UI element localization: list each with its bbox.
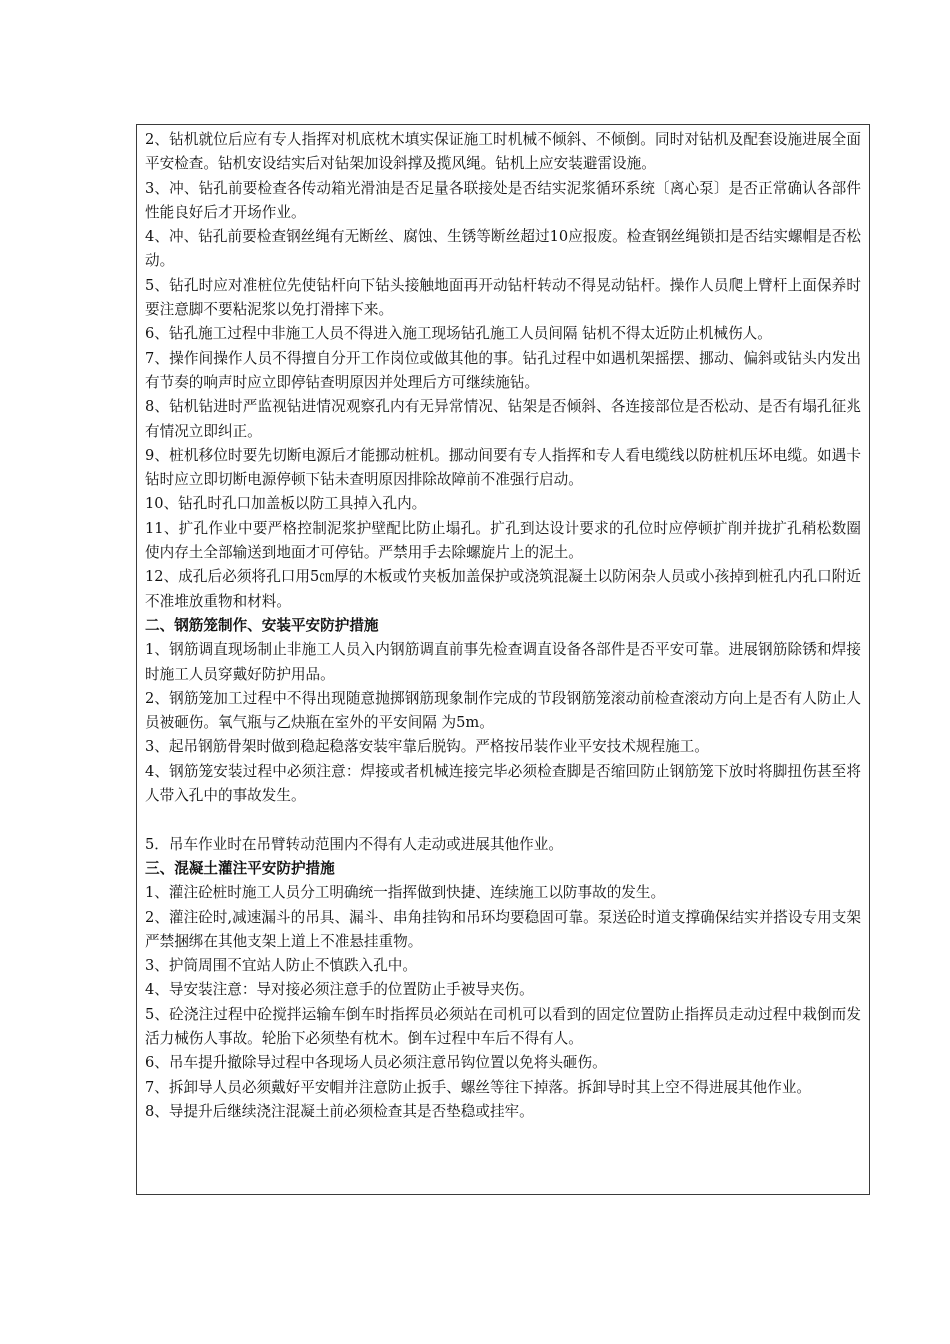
section1-item-7: 7、操作间操作人员不得擅自分开工作岗位或做其他的事。钻孔过程中如遇机架摇摆、挪动、偏斜或钻头内发出有节奏的响声时应立即停钻查明原因并处理后方可继续施钻。: [145, 349, 861, 391]
section3-item-8: 8、导提升后继续浇注混凝土前必须检查其是否垫稳或挂牢。: [145, 1102, 534, 1120]
document-table-cell: [136, 124, 870, 1195]
section3-item-1: 1、灌注砼桩时施工人员分工明确统一指挥做到快捷、连续施工以防事故的发生。: [145, 884, 666, 902]
section1-item-4: 4、冲、钻孔前要检查钢丝绳有无断丝、腐蚀、生锈等断丝超过10应报废。检查钢丝绳锁扣是否结实螺帽是否松动。: [145, 228, 861, 270]
section1-item-10: 10、钻孔时孔口加盖板以防工具掉入孔内。: [145, 495, 427, 513]
section1-item-11: 11、扩孔作业中要严格控制泥浆护壁配比防止塌孔。扩孔到达设计要求的孔位时应停顿扩削并拢扩孔稍松数圈使内存土全部输送到地面才可停钻。严禁用手去除螺旋片上的泥土。: [145, 519, 861, 562]
section3-heading: 三、混凝土灌注平安防护措施: [145, 859, 335, 877]
section3-item-6: 6、吊车提升撤除导过程中各现场人员必须注意吊钩位置以免将头砸伤。: [145, 1054, 607, 1072]
section1-item-2: 2、钻机就位后应有专人指挥对机底枕木填实保证施工时机械不倾斜、不倾倒。同时对钻机及配套设施进展全面平安检查。钻机安设结实后对钻架加设斜撑及揽风绳。钻机上应安装避雷设施。: [145, 131, 861, 173]
section3-item-7: 7、拆卸导人员必须戴好平安帽并注意防止扳手、螺丝等往下掉落。拆卸导时其上空不得进展其他作业。: [145, 1078, 812, 1096]
section1-item-8: 8、钻机钻进时严监视钻进情况观察孔内有无异常情况、钻架是否倾斜、各连接部位是否松动、是否有塌孔征兆有情况立即纠正。: [145, 398, 861, 440]
section1-item-3: 3、冲、钻孔前要检查各传动箱光滑油是否足量各联接处是否结实泥浆循环系统〔离心泵〕是否正常确认各部件性能良好后才开场作业。: [145, 179, 861, 221]
section1-item-12: 12、成孔后必须将孔口用5㎝厚的木板或竹夹板加盖保护或浇筑混凝土以防闲杂人员或小孩掉到桩孔内孔口附近不准堆放重物和材料。: [145, 568, 861, 610]
section3-item-5: 5、砼浇注过程中砼搅拌运输车倒车时指挥员必须站在司机可以看到的固定位置防止指挥员走动过程中栽倒而发活力械伤人事故。轮胎下必须垫有枕木。倒车过程中车后不得有人。: [145, 1005, 861, 1047]
section2-item-5: 5．吊车作业时在吊臂转动范围内不得有人走动或进展其他作业。: [145, 835, 563, 853]
section1-item-6: 6、钻孔施工过程中非施工人员不得进入施工现场钻孔施工人员间隔 钻机不得太近防止机械伤人。: [145, 325, 772, 343]
section3-item-4: 4、导安装注意：导对接必须注意手的位置防止手被导夹伤。: [145, 981, 534, 999]
section3-item-2: 2、灌注砼时,减速漏斗的吊具、漏斗、串角挂钩和吊环均要稳固可靠。泵送砼时道支撑确保结实并搭设专用支架严禁捆绑在其他支架上道上不准悬挂重物。: [145, 908, 861, 950]
section2-item-4: 4、钢筋笼安装过程中必须注意：焊接或者机械连接完毕必须检查脚是否缩回防止钢筋笼下放时将脚扭伤甚至将人带入孔中的事故发生。: [145, 762, 861, 805]
section1-item-9: 9、桩机移位时要先切断电源后才能挪动桩机。挪动间要有专人指挥和专人看电缆线以防桩机压坏电缆。如遇卡钻时应立即切断电源停顿下钻未查明原因排除故障前不准强行启动。: [145, 446, 861, 489]
section2-heading: 二、钢筋笼制作、安装平安防护措施: [145, 616, 379, 634]
section2-item-3: 3、起吊钢筋骨架时做到稳起稳落安装牢靠后脱钩。严格按吊装作业平安技术规程施工。: [145, 738, 709, 756]
section2-item-2: 2、钢筋笼加工过程中不得出现随意抛掷钢筋现象制作完成的节段钢筋笼滚动前检查滚动方向上是否有人防止人员被砸伤。氧气瓶与乙炔瓶在室外的平安间隔 为5m。: [145, 689, 861, 732]
blank-line: [145, 808, 861, 832]
section1-item-5: 5、钻孔时应对准桩位先使钻杆向下钻头接触地面再开动钻杆转动不得晃动钻杆。操作人员爬上臂杆上面保养时要注意脚不要粘泥浆以免打滑摔下来。: [145, 276, 861, 319]
section2-item-1: 1、钢筋调直现场制止非施工人员入内钢筋调直前事先检查调直设备各部件是否平安可靠。进展钢筋除锈和焊接时施工人员穿戴好防护用品。: [145, 641, 861, 683]
section3-item-3: 3、护筒周围不宜站人防止不慎跌入孔中。: [145, 957, 417, 975]
